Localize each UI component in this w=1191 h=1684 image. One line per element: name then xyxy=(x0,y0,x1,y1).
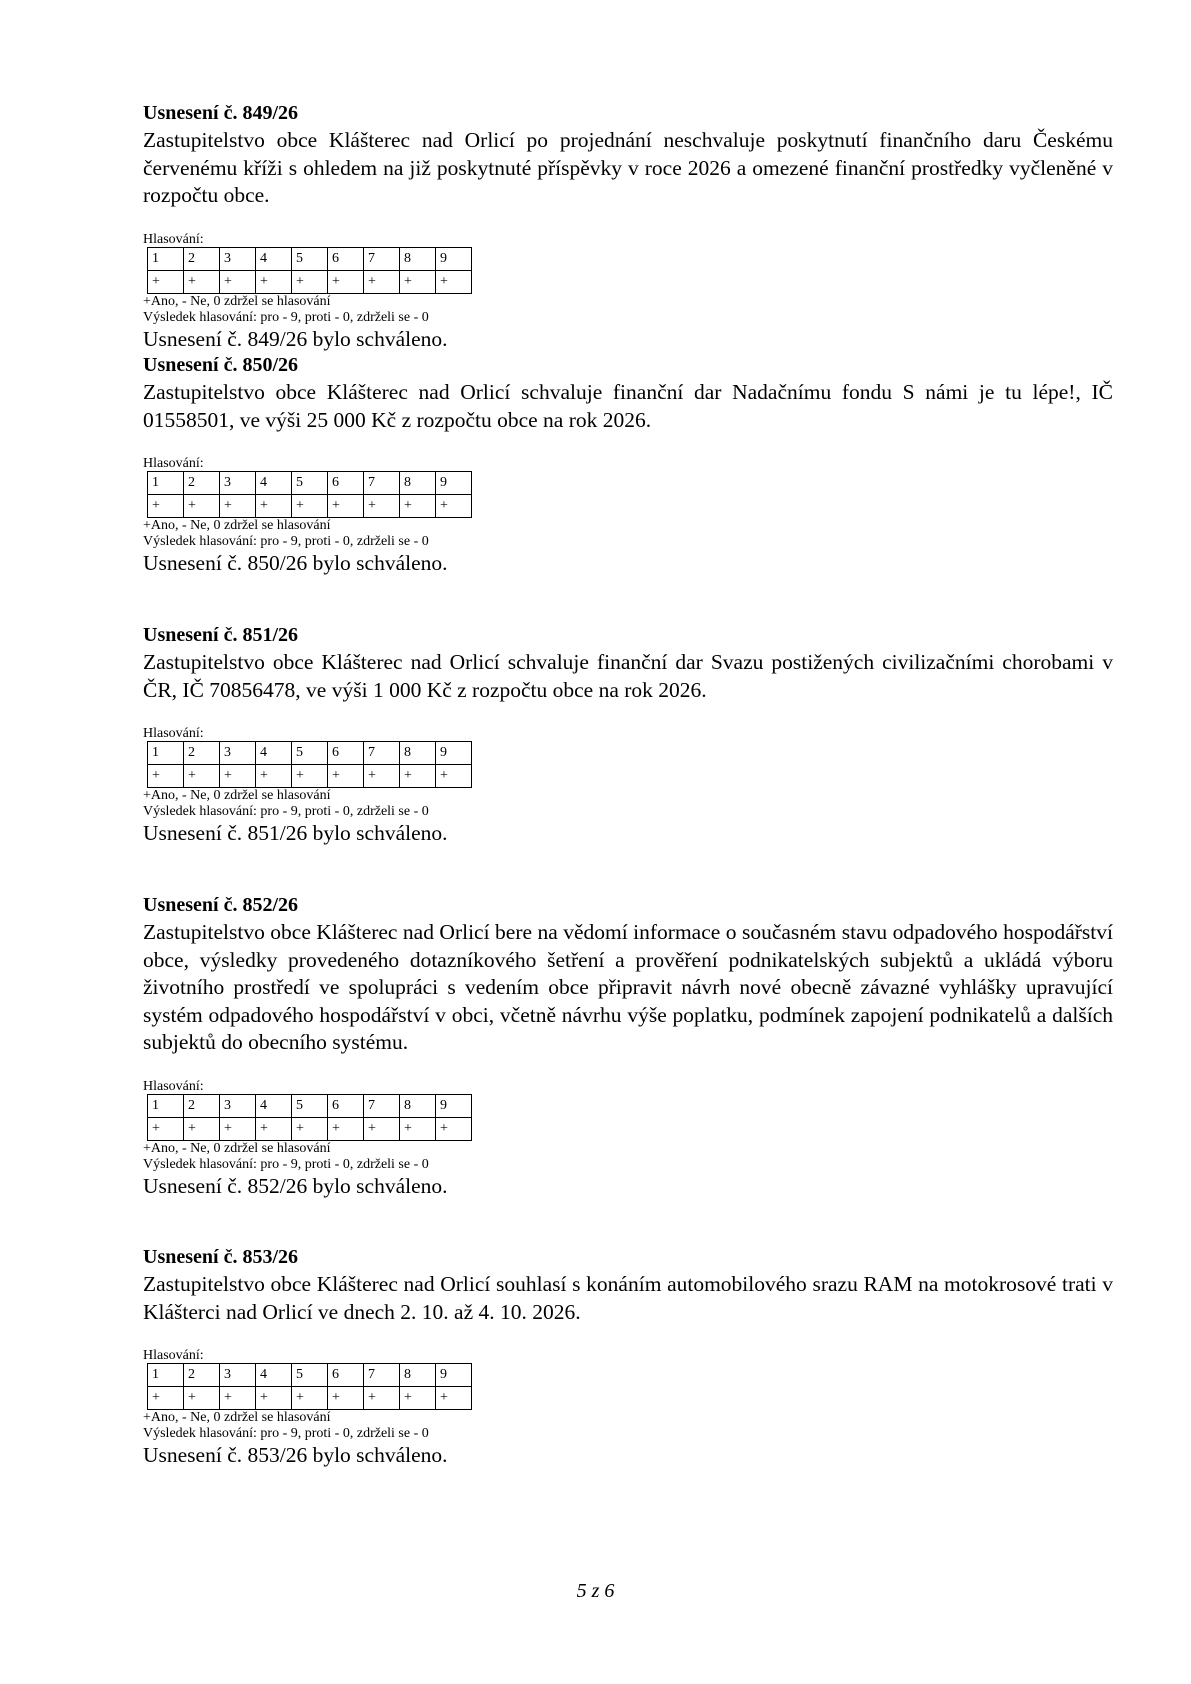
vote-value-cell: + xyxy=(364,1387,400,1410)
vote-header-cell: 6 xyxy=(328,1094,364,1117)
vote-label: Hlasování: xyxy=(143,1348,204,1363)
vote-header-cell: 2 xyxy=(184,1094,220,1117)
vote-value-cell: + xyxy=(220,495,256,518)
vote-header-cell: 9 xyxy=(436,742,472,765)
vote-values-row xyxy=(148,1117,472,1140)
resolution-title: Usnesení č. 853/26 xyxy=(143,1246,298,1268)
vote-value-cell: + xyxy=(184,1387,220,1410)
vote-label: Hlasování: xyxy=(143,1078,204,1094)
vote-header-cell: 5 xyxy=(292,1094,328,1117)
vote-header-cell: 2 xyxy=(184,1364,220,1387)
vote-legend: +Ano, - Ne, 0 zdržel se hlasování xyxy=(143,518,331,533)
vote-table xyxy=(147,1363,472,1410)
vote-header-cell: 4 xyxy=(256,247,292,270)
vote-value-cell: + xyxy=(220,270,256,293)
vote-header-cell: 1 xyxy=(148,472,184,495)
vote-value-cell: + xyxy=(400,270,436,293)
vote-header-cell: 8 xyxy=(400,472,436,495)
resolution-result: Usnesení č. 850/26 bylo schváleno. xyxy=(143,551,448,575)
resolution-title: Usnesení č. 852/26 xyxy=(143,894,298,916)
vote-table xyxy=(147,1094,472,1141)
vote-header-cell: 5 xyxy=(292,247,328,270)
vote-value-cell: + xyxy=(328,765,364,788)
vote-value-cell: + xyxy=(436,495,472,518)
vote-value-cell: + xyxy=(292,1387,328,1410)
vote-value-cell: + xyxy=(184,495,220,518)
vote-values-row xyxy=(148,270,472,293)
vote-header-cell: 7 xyxy=(364,472,400,495)
vote-header-row xyxy=(148,472,472,495)
vote-header-cell: 9 xyxy=(436,472,472,495)
resolution-849 xyxy=(143,100,1113,352)
vote-legend: +Ano, - Ne, 0 zdržel se hlasování xyxy=(143,1140,331,1156)
resolution-title: Usnesení č. 850/26 xyxy=(143,354,298,376)
resolution-text: Zastupitelstvo obce Klášterec nad Orlicí schvaluje finanční dar Nadačnímu fondu S námi je tu lépe!, IČ 01558501, ve výši 25 000 Kč z rozpočtu obce na rok 2026. xyxy=(143,380,1113,432)
vote-value-cell: + xyxy=(148,270,184,293)
vote-value-cell: + xyxy=(184,765,220,788)
vote-summary: Výsledek hlasování: pro - 9, proti - 0, zdrželi se - 0 xyxy=(143,534,429,549)
vote-header-cell: 9 xyxy=(436,247,472,270)
vote-values-row xyxy=(148,1387,472,1410)
vote-value-cell: + xyxy=(256,765,292,788)
vote-header-cell: 7 xyxy=(364,742,400,765)
resolution-result: Usnesení č. 851/26 bylo schváleno. xyxy=(143,821,448,845)
resolution-title: Usnesení č. 849/26 xyxy=(143,102,298,124)
vote-value-cell: + xyxy=(148,765,184,788)
vote-header-cell: 7 xyxy=(364,1094,400,1117)
vote-header-row xyxy=(148,1364,472,1387)
vote-header-cell: 1 xyxy=(148,1364,184,1387)
vote-value-cell: + xyxy=(256,270,292,293)
vote-value-cell: + xyxy=(436,1117,472,1140)
vote-value-cell: + xyxy=(436,765,472,788)
document-page xyxy=(143,100,1113,1514)
vote-value-cell: + xyxy=(436,1387,472,1410)
vote-header-row xyxy=(148,247,472,270)
vote-value-cell: + xyxy=(292,495,328,518)
vote-header-cell: 1 xyxy=(148,1094,184,1117)
vote-header-cell: 5 xyxy=(292,1364,328,1387)
vote-header-cell: 1 xyxy=(148,742,184,765)
vote-header-cell: 6 xyxy=(328,247,364,270)
vote-summary: Výsledek hlasování: pro - 9, proti - 0, zdrželi se - 0 xyxy=(143,804,429,819)
vote-legend: +Ano, - Ne, 0 zdržel se hlasování xyxy=(143,293,331,309)
resolution-result: Usnesení č. 853/26 bylo schváleno. xyxy=(143,1443,448,1467)
resolution-text: Zastupitelstvo obce Klášterec nad Orlicí schvaluje finanční dar Svazu postižených civilizačními chorobami v ČR, IČ 70856478, ve výši 1 000 Kč z rozpočtu obce na rok 2026. xyxy=(143,650,1113,702)
vote-header-cell: 3 xyxy=(220,742,256,765)
vote-legend: +Ano, - Ne, 0 zdržel se hlasování xyxy=(143,1410,331,1425)
vote-value-cell: + xyxy=(184,1117,220,1140)
vote-header-cell: 8 xyxy=(400,1364,436,1387)
vote-header-cell: 3 xyxy=(220,472,256,495)
vote-values-row xyxy=(148,765,472,788)
vote-value-cell: + xyxy=(328,1387,364,1410)
vote-value-cell: + xyxy=(364,1117,400,1140)
vote-value-cell: + xyxy=(400,765,436,788)
page-number: 5 z 6 xyxy=(576,1580,615,1602)
vote-header-cell: 9 xyxy=(436,1364,472,1387)
vote-header-cell: 2 xyxy=(184,742,220,765)
vote-value-cell: + xyxy=(400,1117,436,1140)
resolution-text: Zastupitelstvo obce Klášterec nad Orlicí souhlasí s konáním automobilového srazu RAM na motokrosové trati v Klášterci nad Orlicí ve dnech 2. 10. až 4. 10. 2026. xyxy=(143,1272,1113,1324)
vote-value-cell: + xyxy=(364,495,400,518)
vote-value-cell: + xyxy=(220,1387,256,1410)
vote-value-cell: + xyxy=(256,1387,292,1410)
vote-value-cell: + xyxy=(400,1387,436,1410)
vote-value-cell: + xyxy=(256,495,292,518)
vote-header-cell: 5 xyxy=(292,742,328,765)
vote-header-cell: 2 xyxy=(184,247,220,270)
vote-header-cell: 3 xyxy=(220,1094,256,1117)
vote-value-cell: + xyxy=(292,1117,328,1140)
vote-label: Hlasování: xyxy=(143,726,204,741)
vote-header-cell: 3 xyxy=(220,247,256,270)
vote-value-cell: + xyxy=(256,1117,292,1140)
vote-value-cell: + xyxy=(436,270,472,293)
resolution-text: Zastupitelstvo obce Klášterec nad Orlicí bere na vědomí informace o současném stavu odpadového hospodářství obce, výsledky provedeného dotazníkového šetření a prověření podnikatelských subjektů a ukládá výboru životního prostředí ve spolupráci s vedením obce připravit návrh nové obecně závazné vyhlášky upravující systém odpadového hospodářství v obci, včetně návrhu výše poplatku, podmínek zapojení podnikatelů a dalších subjektů do obecního systému. xyxy=(143,920,1113,1054)
resolution-text: Zastupitelstvo obce Klášterec nad Orlicí po projednání neschvaluje poskytnutí finančního daru Českému červenému kříži s ohledem na již poskytnuté příspěvky v roce 2026 a omezené finanční prostředky vyčleněné v rozpočtu obce. xyxy=(143,128,1113,207)
vote-value-cell: + xyxy=(364,270,400,293)
vote-value-cell: + xyxy=(400,495,436,518)
vote-header-cell: 3 xyxy=(220,1364,256,1387)
vote-summary: Výsledek hlasování: pro - 9, proti - 0, zdrželi se - 0 xyxy=(143,1156,429,1172)
vote-table xyxy=(147,471,472,518)
vote-value-cell: + xyxy=(220,765,256,788)
vote-label: Hlasování: xyxy=(143,456,204,471)
vote-values-row xyxy=(148,495,472,518)
vote-value-cell: + xyxy=(184,270,220,293)
vote-table xyxy=(147,247,472,294)
vote-legend: +Ano, - Ne, 0 zdržel se hlasování xyxy=(143,788,331,803)
resolution-852 xyxy=(143,892,1113,1244)
vote-summary: Výsledek hlasování: pro - 9, proti - 0, zdrželi se - 0 xyxy=(143,1426,429,1441)
vote-value-cell: + xyxy=(328,1117,364,1140)
vote-header-cell: 8 xyxy=(400,1094,436,1117)
vote-table xyxy=(147,741,472,788)
vote-header-cell: 8 xyxy=(400,247,436,270)
vote-header-cell: 6 xyxy=(328,742,364,765)
vote-header-cell: 7 xyxy=(364,247,400,270)
vote-label: Hlasování: xyxy=(143,231,204,247)
vote-header-cell: 4 xyxy=(256,742,292,765)
resolution-850 xyxy=(143,352,1113,622)
resolution-851 xyxy=(143,622,1113,892)
vote-header-cell: 8 xyxy=(400,742,436,765)
vote-header-cell: 7 xyxy=(364,1364,400,1387)
vote-header-cell: 5 xyxy=(292,472,328,495)
vote-value-cell: + xyxy=(328,270,364,293)
resolution-result: Usnesení č. 852/26 bylo schváleno. xyxy=(143,1173,448,1198)
vote-header-cell: 4 xyxy=(256,472,292,495)
vote-value-cell: + xyxy=(292,270,328,293)
vote-value-cell: + xyxy=(148,495,184,518)
vote-header-cell: 4 xyxy=(256,1364,292,1387)
vote-header-cell: 6 xyxy=(328,472,364,495)
vote-value-cell: + xyxy=(148,1387,184,1410)
vote-value-cell: + xyxy=(328,495,364,518)
vote-value-cell: + xyxy=(148,1117,184,1140)
vote-summary: Výsledek hlasování: pro - 9, proti - 0, zdrželi se - 0 xyxy=(143,309,429,325)
vote-header-cell: 6 xyxy=(328,1364,364,1387)
vote-value-cell: + xyxy=(220,1117,256,1140)
vote-header-cell: 4 xyxy=(256,1094,292,1117)
resolution-title: Usnesení č. 851/26 xyxy=(143,624,298,646)
vote-header-cell: 1 xyxy=(148,247,184,270)
vote-header-row xyxy=(148,1094,472,1117)
vote-header-cell: 2 xyxy=(184,472,220,495)
vote-header-row xyxy=(148,742,472,765)
resolution-result: Usnesení č. 849/26 bylo schváleno. xyxy=(143,326,448,351)
vote-header-cell: 9 xyxy=(436,1094,472,1117)
resolution-853 xyxy=(143,1244,1113,1514)
vote-value-cell: + xyxy=(364,765,400,788)
vote-value-cell: + xyxy=(292,765,328,788)
